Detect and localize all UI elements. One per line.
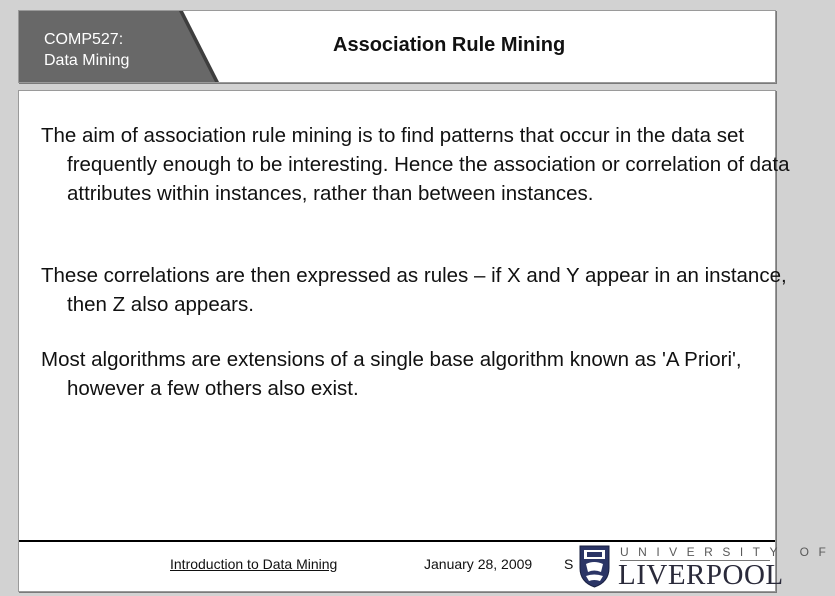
slide-title: Association Rule Mining bbox=[333, 34, 566, 56]
slide-content bbox=[18, 90, 835, 592]
course-label bbox=[44, 29, 129, 71]
course-name: Data Mining bbox=[44, 52, 130, 69]
paragraph-aim: The aim of association rule mining is to find patterns that occur in the data set frequently enough to be interesting. Hence the association or correlation of data attributes within instances, rather than between instances. bbox=[41, 124, 790, 205]
logo-liverpool-text: LIVERPOOL bbox=[618, 559, 784, 591]
logo-university-text: UNIVERSITY OF bbox=[620, 545, 835, 559]
course-code: COMP527: bbox=[44, 31, 124, 48]
footer-slide-number: S bbox=[564, 556, 574, 572]
footer-course-link[interactable]: Introduction to Data Mining bbox=[170, 556, 338, 572]
university-logo bbox=[574, 542, 835, 591]
paragraph-algorithms: Most algorithms are extensions of a single base algorithm known as 'A Priori', however a few others also exist. bbox=[41, 348, 742, 400]
paragraph-rules: These correlations are then expressed as rules – if X and Y appear in an instance, then Z also appears. bbox=[41, 264, 787, 316]
slide-header bbox=[18, 10, 776, 83]
university-crest-icon bbox=[578, 544, 611, 588]
footer-date: January 28, 2009 bbox=[424, 556, 533, 572]
